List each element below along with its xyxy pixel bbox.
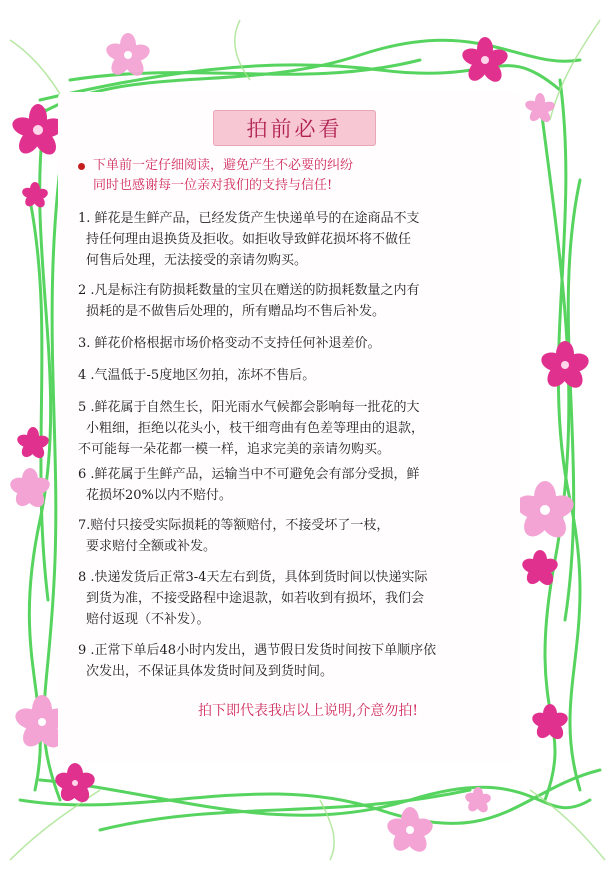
rule-line: 6 .鲜花属于生鲜产品，运输当中不可避免会有部分受损，鲜 bbox=[78, 467, 420, 482]
rule-line: 4 .气温低于-5度地区勿拍，冻坏不售后。 bbox=[78, 368, 316, 383]
rule-line: 2 .凡是标注有防损耗数量的宝贝在赠送的防损耗数量之内有 bbox=[78, 283, 420, 298]
rule-item-9 bbox=[78, 640, 508, 682]
rule-line: 小粗细，拒绝以花头小，枝干细弯曲有色差等理由的退款， bbox=[86, 421, 425, 436]
rule-line: 不可能每一朵花都一模一样，追求完美的亲请勿购买。 bbox=[78, 442, 391, 457]
rule-line: 损耗的是不做售后处理的，所有赠品均不售后补发。 bbox=[86, 304, 386, 319]
rule-line: 1. 鲜花是生鲜产品，已经发货产生快递单号的在途商品不支 bbox=[78, 211, 420, 226]
rule-line: 3. 鲜花价格根据市场价格变动不支持任何补退差价。 bbox=[78, 336, 381, 351]
rule-line: 要求赔付全额或补发。 bbox=[86, 539, 217, 554]
rule-line: 赔付返现（不补发）。 bbox=[86, 612, 210, 627]
rule-item-2 bbox=[78, 280, 508, 322]
rule-item-5 bbox=[78, 397, 508, 460]
rule-line: 到货为准，不接受路程中途退款，如若收到有损坏，我们会 bbox=[86, 591, 425, 606]
rule-line: 8 .快递发货后正常3-4天左右到货，具体到货时间以快递实际 bbox=[78, 570, 428, 585]
rule-item-1 bbox=[78, 208, 508, 271]
rule-item-3 bbox=[78, 333, 508, 354]
rule-item-4 bbox=[78, 365, 508, 386]
title-text: 拍前必看 bbox=[246, 117, 343, 141]
notice-block bbox=[78, 156, 498, 196]
rule-line: 9 .正常下单后48小时内发出，遇节假日发货时间按下单顺序依 bbox=[78, 643, 437, 658]
rule-line: 何售后处理，无法接受的亲请勿购买。 bbox=[86, 253, 308, 268]
rule-line: 花损坏20%以内不赔付。 bbox=[86, 488, 232, 503]
rule-item-8 bbox=[78, 567, 508, 630]
rule-line: 持任何理由退换货及拒收。如拒收导致鲜花损坏将不做任 bbox=[86, 232, 412, 247]
notice-line-1: 下单前一定仔细阅读，避免产生不必要的纠纷 bbox=[93, 158, 354, 173]
rule-item-6 bbox=[78, 464, 508, 506]
notice-line-2: 同时也感谢每一位亲对我们的支持与信任! bbox=[93, 178, 333, 193]
rule-line: 7.赔付只接受实际损耗的等额赔付，不接受坏了一枝， bbox=[78, 518, 390, 533]
bullet-icon bbox=[78, 163, 85, 170]
page-title bbox=[213, 110, 376, 146]
rule-item-7 bbox=[78, 515, 508, 557]
rule-line: 次发出，不保证具体发货时间及到货时间。 bbox=[86, 664, 334, 679]
footer-disclaimer: 拍下即代表我店以上说明,介意勿拍! bbox=[197, 703, 419, 719]
rule-line: 5 .鲜花属于自然生长，阳光雨水气候都会影响每一批花的大 bbox=[78, 400, 420, 415]
